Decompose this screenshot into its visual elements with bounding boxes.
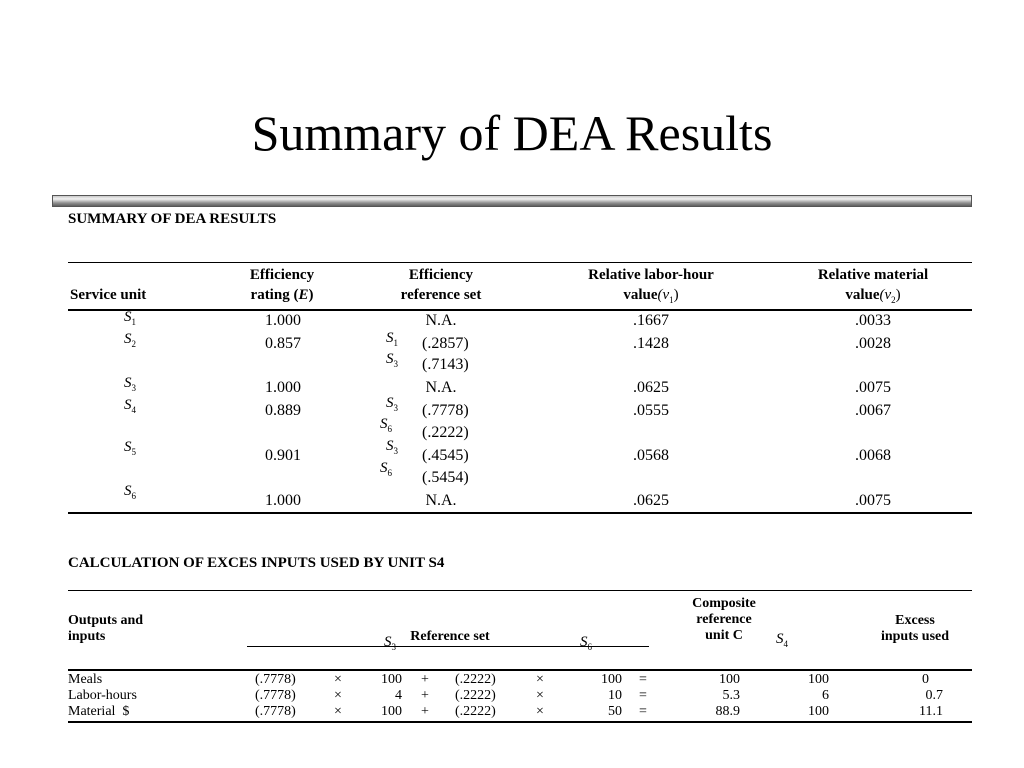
material-value-s6: .0075 xyxy=(855,492,891,509)
table1-header-rule xyxy=(68,309,972,311)
material-value-s1: .0033 xyxy=(855,312,891,329)
row-label-meals: Meals xyxy=(68,672,103,687)
header-reference-set: Reference set xyxy=(410,629,490,644)
labor-times-1: × xyxy=(334,688,342,703)
material-v2: 50 xyxy=(608,704,622,719)
header-excess-inputs-used: Excess inputs used xyxy=(880,613,950,644)
meals-composite: 100 xyxy=(719,672,740,687)
material-composite: 88.9 xyxy=(715,704,740,719)
rating-s2: 0.857 xyxy=(265,335,301,352)
header-service-unit: Service unit xyxy=(70,287,147,303)
labor-value-s6: .0625 xyxy=(633,492,669,509)
service-unit-s2: $S_2$ xyxy=(124,331,136,349)
service-unit-s5: $S_5$ xyxy=(124,439,136,457)
table2-section-title: CALCULATION OF EXCES INPUTS USED BY UNIT S4 xyxy=(68,555,445,571)
material-value-s4: .0067 xyxy=(855,402,891,419)
rating-s1: 1.000 xyxy=(265,312,301,329)
table2-header-rule xyxy=(68,669,972,671)
labor-s4: 6 xyxy=(822,688,829,703)
ref-s2-weight-a: (.2857) xyxy=(422,335,469,352)
ref-s5-sym-a: $S_3$ xyxy=(386,438,398,456)
ref-s2-weight-b: (.7143) xyxy=(422,356,469,373)
meals-w2: (.2222) xyxy=(455,672,496,687)
header-s4: $S_4$ xyxy=(776,631,788,649)
ref-s5-sym-b: $S_6$ xyxy=(380,460,392,478)
meals-times-2: × xyxy=(536,672,544,687)
labor-w1: (.7778) xyxy=(255,688,296,703)
labor-v1: 4 xyxy=(395,688,402,703)
slide-title: Summary of DEA Results xyxy=(251,105,773,161)
table2-top-rule xyxy=(68,590,972,591)
service-unit-s3: $S_3$ xyxy=(124,375,136,393)
title-divider xyxy=(52,195,972,207)
meals-s4: 100 xyxy=(808,672,829,687)
meals-plus: + xyxy=(421,672,429,687)
table2-bottom-rule xyxy=(68,721,972,723)
meals-times-1: × xyxy=(334,672,342,687)
labor-value-s5: .0568 xyxy=(633,447,669,464)
labor-times-2: × xyxy=(536,688,544,703)
material-w1: (.7778) xyxy=(255,704,296,719)
labor-w2: (.2222) xyxy=(455,688,496,703)
service-unit-s1: $S_1$ xyxy=(124,309,136,327)
material-value-s3: .0075 xyxy=(855,379,891,396)
ref-s2-sym-b: $S_3$ xyxy=(386,351,398,369)
ref-s4-sym-a: $S_3$ xyxy=(386,395,398,413)
ref-set-s1-na: N.A. xyxy=(425,312,457,329)
header-s6: $S_6$ xyxy=(580,634,592,652)
header-relative-labor-hour-value: Relative labor-hour $value(v_1)$ xyxy=(588,267,714,305)
ref-s2-sym-a: $S_1$ xyxy=(386,330,398,348)
rating-s6: 1.000 xyxy=(265,492,301,509)
meals-v1: 100 xyxy=(381,672,402,687)
ref-s5-weight-b: (.5454) xyxy=(422,469,469,486)
material-times-1: × xyxy=(334,704,342,719)
ref-s4-sym-b: $S_6$ xyxy=(380,416,392,434)
labor-plus: + xyxy=(421,688,429,703)
table1-top-rule xyxy=(68,262,972,263)
header-outputs-and-inputs: Outputs and inputs xyxy=(68,613,144,644)
labor-v2: 10 xyxy=(608,688,622,703)
service-unit-s4: $S_4$ xyxy=(124,397,136,415)
rating-s4: 0.889 xyxy=(265,402,301,419)
material-value-s5: .0068 xyxy=(855,447,891,464)
material-times-2: × xyxy=(536,704,544,719)
ref-set-s6-na: N.A. xyxy=(425,492,457,509)
meals-v2: 100 xyxy=(601,672,622,687)
meals-w1: (.7778) xyxy=(255,672,296,687)
labor-excess: 0.7 xyxy=(925,688,943,703)
rating-s3: 1.000 xyxy=(265,379,301,396)
material-w2: (.2222) xyxy=(455,704,496,719)
material-s4: 100 xyxy=(808,704,829,719)
ref-set-s3-na: N.A. xyxy=(425,379,457,396)
service-unit-s6: $S_6$ xyxy=(124,483,136,501)
row-label-material: Material $ xyxy=(68,704,130,719)
material-value-s2: .0028 xyxy=(855,335,891,352)
labor-composite: 5.3 xyxy=(722,688,740,703)
ref-s4-weight-a: (.7778) xyxy=(422,402,469,419)
ref-s5-weight-a: (.4545) xyxy=(422,447,469,464)
labor-value-s2: .1428 xyxy=(633,335,669,352)
row-label-labor-hours: Labor-hours xyxy=(68,688,137,703)
material-v1: 100 xyxy=(381,704,402,719)
labor-value-s4: .0555 xyxy=(633,402,669,419)
ref-s4-weight-b: (.2222) xyxy=(422,424,469,441)
material-excess: 11.1 xyxy=(919,704,943,719)
meals-excess: 0 xyxy=(922,672,929,687)
meals-equals: = xyxy=(639,672,647,687)
table1-section-title: SUMMARY OF DEA RESULTS xyxy=(68,211,277,227)
reference-set-underline xyxy=(247,646,649,647)
material-plus: + xyxy=(421,704,429,719)
header-composite-reference-unit: Composite reference unit C xyxy=(692,596,756,643)
header-relative-material-value: Relative material $value(v_2)$ xyxy=(817,267,929,305)
table1-bottom-rule xyxy=(68,512,972,514)
material-equals: = xyxy=(639,704,647,719)
labor-value-s1: .1667 xyxy=(633,312,669,329)
labor-value-s3: .0625 xyxy=(633,379,669,396)
header-s3: $S_3$ xyxy=(384,634,396,652)
header-efficiency-reference-set: Efficiency reference set xyxy=(400,267,482,303)
rating-s5: 0.901 xyxy=(265,447,301,464)
header-efficiency-rating: Efficiency rating (E) xyxy=(249,267,315,303)
labor-equals: = xyxy=(639,688,647,703)
